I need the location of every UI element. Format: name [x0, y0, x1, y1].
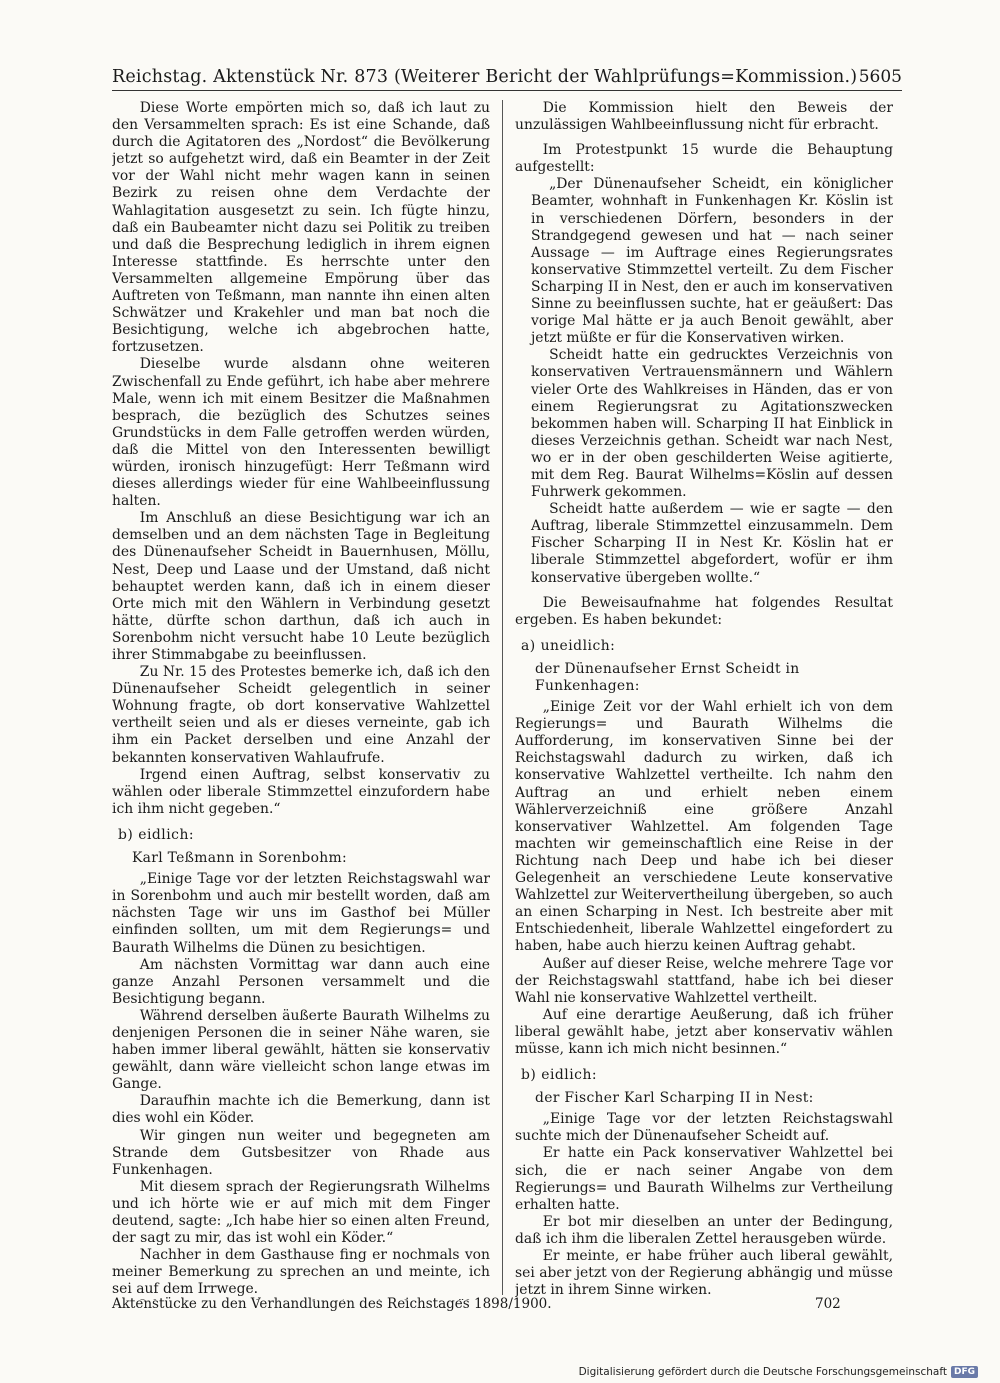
witness-heading: der Fischer Karl Scharping II in Nest:: [535, 1090, 814, 1107]
quote-paragraph: Mit diesem sprach der Regierungsrath Wilhelms und ich hörte wie er auf mich mit dem Finger deutend, sagte: „Ich habe hier so einen alten Freund, der sagt zu mir, das ist wohl ein Köder.“: [112, 1178, 490, 1247]
paragraph: Zu Nr. 15 des Protestes bemerke ich, daß ich den Dünenaufseher Scheidt gelegentlich in seiner Wohnung fragte, ob dort konservative Wahlzettel vertheilt seien und als er dieses verneinte, gab ich ihm ein Packet derselben und eine Anzahl der bekannten konservativen Wahlaufrufe.: [112, 664, 490, 766]
section-label: a) uneidlich:: [521, 637, 616, 654]
quote-paragraph: „Der Dünenaufseher Scheidt, ein königlicher Beamter, wohnhaft in Funkenhagen Kr. Köslin ist in verschiedenen Dörfern, besonders in der Strandgegend gewesen und hat — nach seiner Aussage — im Auftrage eines Regierungsrates konservative Stimmzettel verteilt. Zu dem Fischer Scharping II in Nest, den er auch im konservativen Sinne zu beeinflussen suchte, hat er geäußert: Das vorige Mal hätte er ja auch Benoit gewählt, aber jetzt müßte er für die Konservativen wirken.: [531, 176, 893, 347]
quote-paragraph: Auf eine derartige Aeußerung, daß ich früher liberal gewählt habe, jetzt aber konservativ wählen müsse, kann ich mich nicht besinnen.“: [515, 1006, 893, 1057]
right-column: [515, 100, 893, 1300]
quote-paragraph: Scheidt hatte außerdem — wie er sagte — den Auftrag, liberale Stimmzettel einzusammeln. Dem Fischer Scharping II in Nest Kr. Köslin hat er liberale Stimmzettel abgefordert, wofür er ihm konservative übergeben wollte.“: [531, 501, 893, 586]
quote-paragraph: „Einige Tage vor der letzten Reichstagswahl war in Sorenbohm und auch mir bestellt worden, daß am nächsten Tage wir uns im Gasthof bei Müller einfinden sollten, um mit dem Regierungs= und Baurath Wilhelms die Dünen zu besichtigen.: [112, 871, 490, 956]
paragraph: Die Kommission hielt den Beweis der unzulässigen Wahlbeeinflussung nicht für erbracht.: [515, 100, 893, 134]
page-number: 5605: [858, 67, 902, 87]
section-label: b) eidlich:: [118, 826, 195, 843]
quote-paragraph: „Einige Zeit vor der Wahl erhielt ich von dem Regierungs= und Baurath Wilhelms die Aufforderung, im konservativen Sinne bei der Reichstagswahl dadurch zu wirken, daß ich konservative Wahlzettel vertheilte. Ich nahm den Auftrag an und erhielt neben einem Wählerverzeichniß eine größere Anzahl konservativer Wahlzettel. Am folgenden Tage machten wir gemeinschaftlich eine Reise in der Richtung nach Deep und habe ich bei dieser Gelegenheit an verschiedene Leute konservative Wahlzettel zur Weitervertheilung übergeben, so auch an einen Scharping in Nest. Ich bestreite aber mit Entschiedenheit, liberale Wahlzettel eingefordert zu haben, habe auch hierzu keinen Auftrag gehabt.: [515, 699, 893, 955]
quote-paragraph: Er bot mir dieselben an unter der Bedingung, daß ich ihm die liberalen Zettel herausgeben würde.: [515, 1213, 893, 1247]
quote-paragraph: Nachher in dem Gasthause fing er nochmals von meiner Bemerkung zu sprechen an und meinte, ich sei auf dem Irrwege.: [112, 1247, 490, 1298]
quote-paragraph: Scheidt hatte ein gedrucktes Verzeichnis von konservativen Vertrauensmännern und Wählern vieler Orte des Wahlkreises in Händen, das er von einem Regierungsrat zu Agitationszwecken bekommen haben will. Scharping II hat Einblick in dieses Verzeichnis gethan. Scheidt war nach Nest, wo er in der oben geschilderten Weise agitierte, mit dem Reg. Baurat Wilhelms=Köslin auf dessen Fuhrwerk gekommen.: [531, 347, 893, 501]
dfg-logo: DFG: [951, 1366, 978, 1378]
paragraph: Die Beweisaufnahme hat folgendes Resultat ergeben. Es haben bekundet:: [515, 594, 893, 628]
quote-paragraph: Daraufhin machte ich die Bemerkung, dann ist dies wohl ein Köder.: [112, 1093, 490, 1127]
quote-paragraph: Wir gingen nun weiter und begegneten am Strande dem Gutsbesitzer von Rhade aus Funkenhagen.: [112, 1127, 490, 1178]
sheet-number: 702: [815, 1296, 841, 1312]
paragraph: Dieselbe wurde alsdann ohne weiteren Zwischenfall zu Ende geführt, ich habe aber mehrere Male, wenn ich mit einem Besitzer die Maßnahmen besprach, die bezüglich des Schutzes seines Grundstücks in dem Falle getroffen werden würden, daß die Mittel von den Interessenten bewilligt würden, ironisch hinzugefügt: Herr Teßmann wird dieses allerdings wieder für eine Wahlbeeinflussung halten.: [112, 356, 490, 510]
digitization-credit: [579, 1366, 978, 1378]
quote-paragraph: Am nächsten Vormittag war dann auch eine ganze Anzahl Personen versammelt und die Besichtigung begann.: [112, 956, 490, 1007]
footer-source: Aktenstücke zu den Verhandlungen des Reichstages 1898/1900.: [112, 1296, 552, 1312]
left-column: [112, 100, 490, 1300]
paragraph: Diese Worte empörten mich so, daß ich laut zu den Versammelten sprach: Es ist eine Schande, daß durch die Agitatoren des „Nordost“ die Bevölkerung jetzt so aufgehetzt wird, daß ein Beamter in der Zeit vor der Wahl nicht mehr wagen kann in seinen Bezirk zu reisen ohne dem Verdachte der Wahlagitation ausgesetzt zu sein. Ich fügte hinzu, daß ein Baubeamter nicht dazu sei Politik zu treiben und daß die Besprechung lediglich in ihrem eignen Interesse stattfinde. Es herrschte unter den Versammelten allgemeine Empörung über das Auftreten von Teßmann, man nannte ihn einen alten Schwätzer und Krakehler und man bat noch die Besichtigung, welche ich abgebrochen hatte, fortzusetzen.: [112, 100, 490, 356]
column-divider: [502, 100, 503, 1295]
paragraph: Irgend einen Auftrag, selbst konservativ zu wählen oder liberale Stimmzettel einzufordern habe ich ihm nicht gegeben.“: [112, 766, 490, 817]
paragraph: Im Protestpunkt 15 wurde die Behauptung aufgestellt:: [515, 142, 893, 176]
quote-paragraph: Er meinte, er habe früher auch liberal gewählt, sei aber jetzt von der Regierung abhängig und müsse jetzt in ihrem Sinne wirken.: [515, 1248, 893, 1299]
witness-heading: der Dünenaufseher Ernst Scheidt in Funkenhagen:: [535, 660, 800, 694]
quote-paragraph: „Einige Tage vor der letzten Reichstagswahl suchte mich der Dünenaufseher Scheidt auf.: [515, 1111, 893, 1145]
paragraph: Im Anschluß an diese Besichtigung war ich an demselben und an dem nächsten Tage in Begleitung des Dünenaufseher Scheidt in Bauernhusen, Möllu, Nest, Deep und Laase und der Umstand, daß nicht behauptet werden kann, daß ich in einem dieser Orte mich mit den Wählern in Verbindung gesetzt hätte, dürfte schon darthun, daß ich auch in Sorenbohm nicht versucht habe 10 Leute bezüglich ihrer Stimmabgabe zu beeinflussen.: [112, 510, 490, 663]
quote-paragraph: Während derselben äußerte Baurath Wilhelms zu denjenigen Personen die in seiner Nähe waren, sie haben immer liberal gewählt, hätten sie konservativ gewählt, dann wäre vielleicht schon lange etwas im Gange.: [112, 1007, 490, 1093]
running-title: Reichstag. Aktenstück Nr. 873 (Weiterer Bericht der Wahlprüfungs=Kommission.): [112, 67, 858, 87]
digitization-text: Digitalisierung gefördert durch die Deutsche Forschungsgemeinschaft: [578, 1366, 947, 1378]
page-header: [112, 60, 902, 91]
witness-heading: Karl Teßmann in Sorenbohm:: [132, 850, 347, 867]
quote-paragraph: Er hatte ein Pack konservativer Wahlzettel bei sich, die er nach seiner Angabe von dem Regierungs= und Baurath Wilhelms zur Vertheilung erhalten hatte.: [515, 1145, 893, 1213]
section-label: b) eidlich:: [521, 1067, 598, 1084]
quote-paragraph: Außer auf dieser Reise, welche mehrere Tage vor der Reichstagswahl stattfand, habe ich bei dieser Wahl nie konservative Wahlzettel vertheilt.: [515, 955, 893, 1006]
